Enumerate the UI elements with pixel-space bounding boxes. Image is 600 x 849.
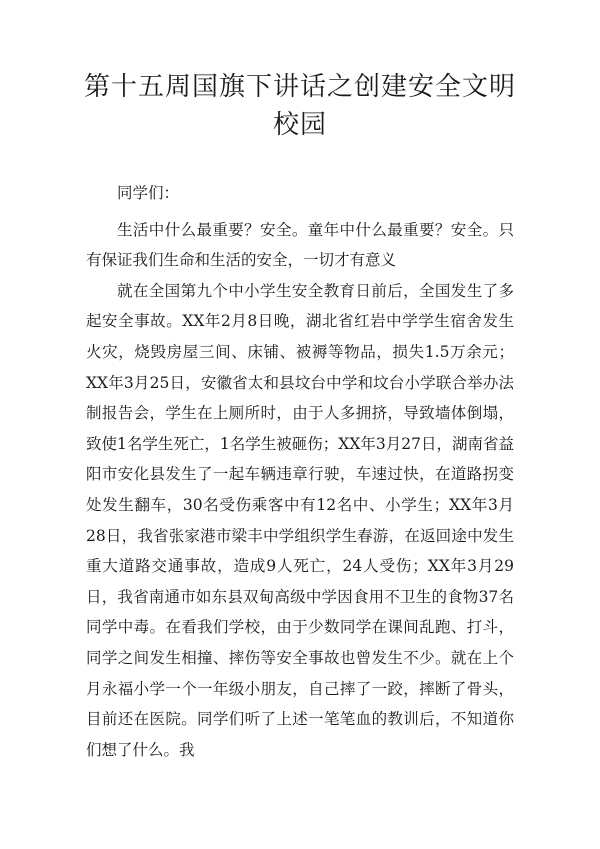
document-title: 第十五周国旗下讲话之创建安全文明校园 [83,72,516,140]
greeting: 同学们： [117,184,180,202]
paragraph-2: 就在全国第九个中小学生安全教育日前后，全国发生了多起安全事故。XX年2月8日晚，湖北省红岩中学学生宿舍发生火灾，烧毁房屋三间、床铺、被褥等物品，损失1.5万余元；XX年3月25日，安徽省太和县坟台中学和坟台小学联合举办法制报告会，学生在上厕所时，由于人多拥挤，导致墙体倒塌，致使1名学生死亡，1名学生被砸伤；XX年3月27日，湖南省益阳市安化县发生了一起车辆违章行驶，车速过快，在道路拐变处发生翻车，30名受伤乘客中有12名中、小学生；XX年3月28日，我省张家港市梁丰中学组织学生春游，在返回途中发生重大道路交通事故，造成9人死亡，24人受伤；XX年3月29日，我省南通市如东县双甸高级中学因食用不卫生的食物37名同学中毒。在看我们学校，由于少数同学在课间乱跑、打斗，同学之间发生相撞、摔伤等安全事故也曾发生不少。就在上个月永福小学一个一年级小朋友，自己摔了一跤，摔断了骨头，目前还在医院。同学们听了上述一笔笔血的教训后，不知道你们想了什么。我 [86,281,514,759]
paragraph-1: 生活中什么最重要？安全。童年中什么最重要？安全。只有保证我们生命和生活的安全，一切才有意义 [86,220,514,270]
document-body [86,178,514,765]
